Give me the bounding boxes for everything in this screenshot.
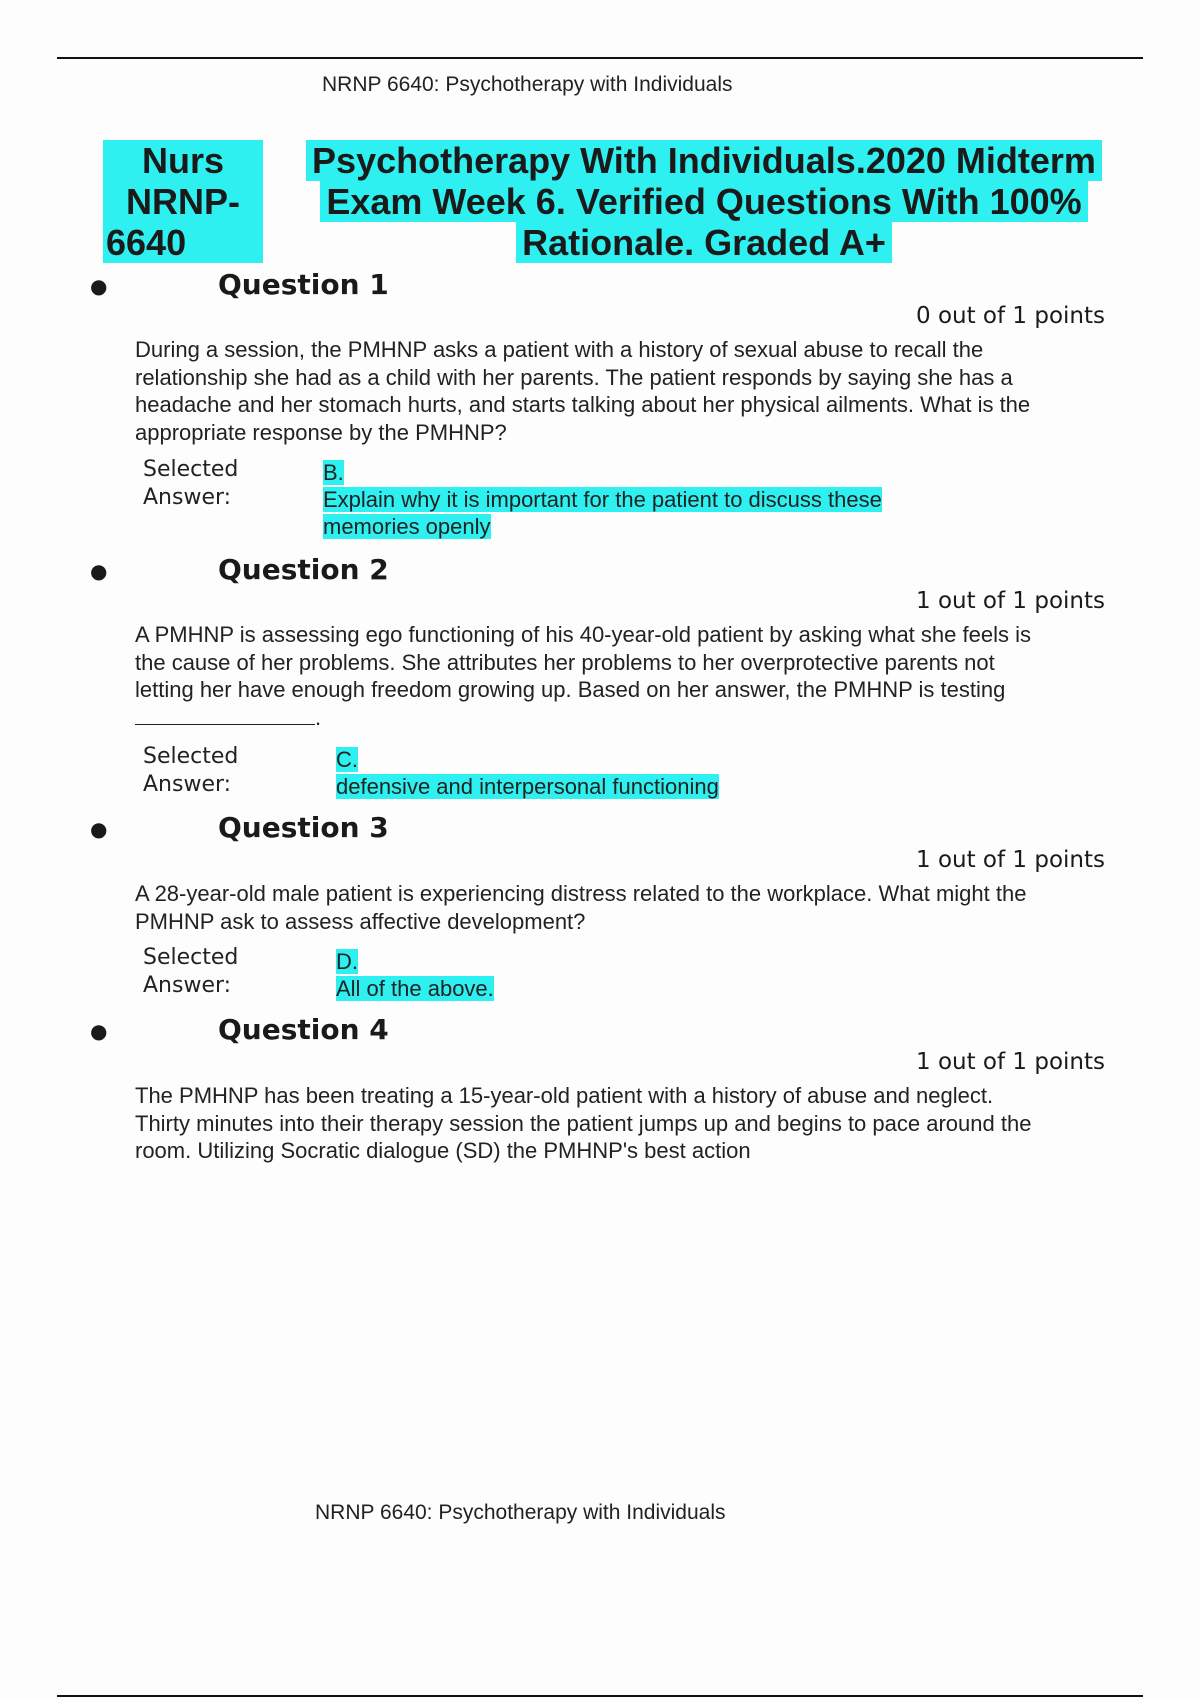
fill-in-blank (135, 704, 315, 725)
question-3-selected-answer (336, 948, 494, 1002)
answer-text: All of the above. (336, 976, 494, 1001)
question-4-points: 1 out of 1 points (916, 1049, 1105, 1075)
bullet-icon: ● (90, 274, 108, 298)
top-rule (57, 57, 1143, 59)
question-1-selected-answer (323, 459, 882, 540)
question-4-prompt: The PMHNP has been treating a 15-year-old patient with a history of abuse and neglect. Thirty minutes into their therapy session the patient jumps up and begins to pace around the room. Utilizing Socratic dialogue (SD) the PMHNP's best action (135, 1083, 1032, 1163)
title-right-line: Rationale. Graded A+ (516, 222, 892, 263)
question-3-heading: ● Question 3 (90, 811, 389, 844)
title-course-code (103, 140, 263, 263)
title-left-line: NRNP- (126, 181, 240, 222)
question-1-selected-label: Selected Answer: (143, 457, 239, 510)
question-2-selected-label: Selected Answer: (143, 744, 239, 797)
running-footer: NRNP 6640: Psychotherapy with Individuals (315, 1501, 726, 1524)
question-3-points: 1 out of 1 points (916, 847, 1105, 873)
answer-text: defensive and interpersonal functioning (336, 774, 719, 799)
answer-letter: B. (323, 460, 344, 485)
question-2-prompt: A PMHNP is assessing ego functioning of his 40-year-old patient by asking what she feels is the cause of her problems. She attributes her problems to her overprotective parents not letting her have enough freedom growing up. Based on her answer, the PMHNP is testing. (135, 622, 1031, 730)
question-1-prompt: During a session, the PMHNP asks a patient with a history of sexual abuse to recall the relationship she had as a child with her parents. The patient responds by saying she has a headache and her stomach hurts, and starts talking about her physical ailments. What is the appropriate response by the PMHNP? (135, 337, 1031, 445)
answer-letter: C. (336, 747, 358, 772)
running-header: NRNP 6640: Psychotherapy with Individuals (322, 73, 733, 96)
bullet-icon: ● (90, 817, 108, 841)
question-3-prompt: A 28-year-old male patient is experiencing distress related to the workplace. What might the PMHNP ask to assess affective development? (135, 881, 1027, 934)
bullet-icon: ● (90, 559, 108, 583)
question-2-heading: ● Question 2 (90, 553, 389, 586)
title-left-line: 6640 (106, 222, 187, 263)
answer-letter: D. (336, 949, 358, 974)
title-right-line: Psychotherapy With Individuals.2020 Midterm (306, 140, 1102, 181)
question-1-heading: ● Question 1 (90, 268, 389, 301)
title-right-line: Exam Week 6. Verified Questions With 100% (320, 181, 1087, 222)
question-4-heading: ● Question 4 (90, 1013, 389, 1046)
bottom-rule (57, 1695, 1143, 1697)
question-1-points: 0 out of 1 points (916, 303, 1105, 329)
question-3-selected-label: Selected Answer: (143, 945, 239, 998)
question-2-selected-answer (336, 746, 719, 800)
answer-text: Explain why it is important for the patient to discuss these (323, 487, 882, 512)
title-left-line: Nurs (141, 140, 225, 181)
document-title (300, 140, 1108, 263)
bullet-icon: ● (90, 1019, 108, 1043)
answer-text: memories openly (323, 514, 491, 539)
question-2-points: 1 out of 1 points (916, 588, 1105, 614)
